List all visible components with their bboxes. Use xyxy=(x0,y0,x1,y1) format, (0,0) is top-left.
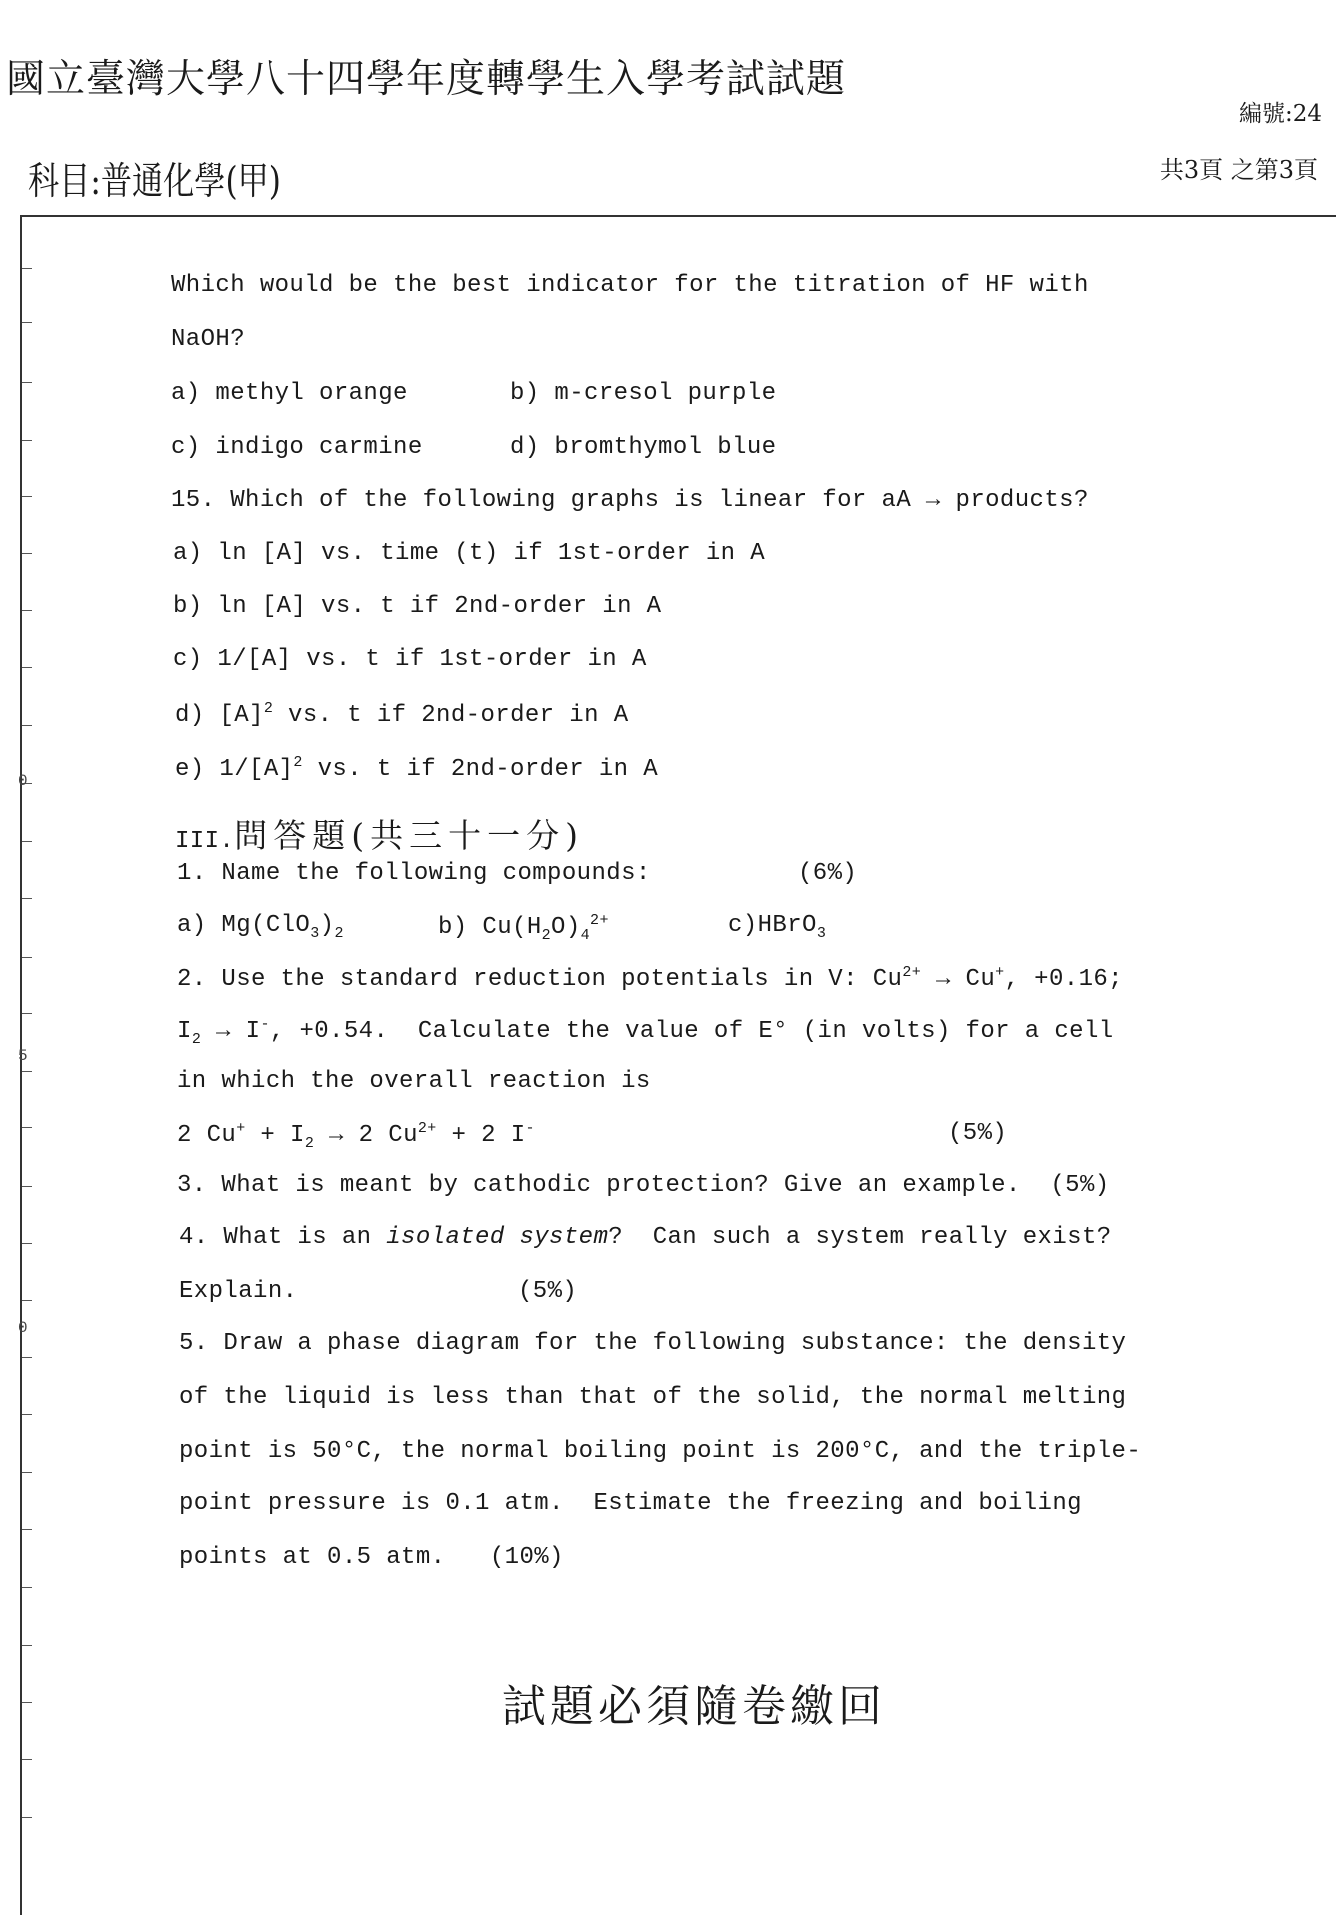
margin-tick xyxy=(22,268,32,269)
return-notice: 試題必須隨卷繳回 xyxy=(502,1681,886,1732)
p5-line2: of the liquid is less than that of the solid, the normal melting xyxy=(179,1384,1127,1411)
margin-tick xyxy=(22,1300,32,1301)
margin-tick xyxy=(22,440,32,441)
q15-option-e: e) $1/[A]^2$ vs. t if 2nd-order in A xyxy=(175,754,659,783)
margin-tick xyxy=(22,1702,32,1703)
p4-line1: 4. What is an isolated system? Can such a system really exist? xyxy=(179,1224,1112,1251)
margin-tick xyxy=(22,1645,32,1646)
margin-number: 0 xyxy=(18,772,28,790)
exam-title: 國立臺灣大學八十四學年度轉學生入學考試試題 xyxy=(6,57,847,102)
margin-tick xyxy=(22,1472,32,1473)
p4-points: (5%) xyxy=(518,1278,578,1305)
margin-tick xyxy=(22,610,32,611)
margin-tick xyxy=(22,1243,32,1244)
margin-tick xyxy=(22,1127,32,1128)
margin-number: 5 xyxy=(18,1047,28,1065)
margin-tick xyxy=(22,496,32,497)
margin-tick xyxy=(22,898,32,899)
p1-part-b: b) $Cu(H_2O)_4^{2+}$ xyxy=(438,912,609,944)
p1-points: (6%) xyxy=(798,860,858,887)
p5-line4: point pressure is 0.1 atm. Estimate the freezing and boiling xyxy=(179,1490,1082,1517)
q15-option-b: b) ln [A] vs. t if 2nd-order in A xyxy=(173,593,662,620)
p3-text: 3. What is meant by cathodic protection? Give an example. (5%) xyxy=(177,1172,1110,1199)
p2-line3: in which the overall reaction is xyxy=(177,1068,651,1095)
q14-option-c: c) indigo carmine xyxy=(171,434,423,461)
q14-option-a: a) methyl orange xyxy=(171,380,408,407)
subject-label: 科目:普通化學(甲) xyxy=(28,159,281,203)
p4-italic-term: isolated system xyxy=(386,1224,609,1251)
q15-option-d: d) $[A]^2$ vs. t if 2nd-order in A xyxy=(175,700,629,729)
p2-points: (5%) xyxy=(948,1120,1008,1147)
answer-frame xyxy=(20,215,1336,1915)
q15-stem: 15. Which of the following graphs is linear for aA → products? xyxy=(171,487,1089,514)
page-count: 共3頁 之第3頁 xyxy=(1159,156,1318,184)
p1-part-a: a) $Mg(ClO_3)_2$ xyxy=(177,912,344,942)
p1-part-c: c)HBrO$_3$ xyxy=(728,912,827,942)
exam-code: 編號:24 xyxy=(1238,101,1322,127)
margin-tick xyxy=(22,322,32,323)
q14-option-d: d) bromthymol blue xyxy=(510,434,777,461)
margin-tick xyxy=(22,1817,32,1818)
p1-text: 1. Name the following compounds: xyxy=(177,860,651,887)
margin-tick xyxy=(22,725,32,726)
q14-option-b: b) m-cresol purple xyxy=(510,380,777,407)
margin-tick xyxy=(22,841,32,842)
p5-line5: points at 0.5 atm. (10%) xyxy=(179,1544,564,1571)
p2-reaction: 2 $Cu^+ + I_2 \to 2$ $Cu^{2+} + 2$ I- xyxy=(177,1120,535,1152)
p2-line1: 2. Use the standard reduction potentials in V: $Cu^{2+} \to Cu^+$, +0.16; xyxy=(177,964,1123,993)
p4-line2: Explain. xyxy=(179,1278,298,1305)
section-title: 問答題(共三十一分) xyxy=(234,816,584,855)
margin-tick xyxy=(22,1587,32,1588)
margin-tick xyxy=(22,1529,32,1530)
margin-number: 0 xyxy=(18,1319,28,1337)
margin-tick xyxy=(22,1414,32,1415)
q15-option-c: c) 1/[A] vs. t if 1st-order in A xyxy=(173,646,647,673)
p5-line1: 5. Draw a phase diagram for the following substance: the density xyxy=(179,1330,1127,1357)
margin-tick xyxy=(22,1071,32,1072)
margin-tick xyxy=(22,667,32,668)
section-roman: III. xyxy=(175,828,235,855)
margin-tick xyxy=(22,1759,32,1760)
p5-line3: point is 50°C, the normal boiling point is 200°C, and the triple- xyxy=(179,1438,1142,1465)
q14-stem-line1: Which would be the best indicator for the titration of HF with xyxy=(171,272,1089,299)
margin-tick xyxy=(22,1013,32,1014)
section-iii-heading xyxy=(175,810,584,857)
margin-tick xyxy=(22,553,32,554)
margin-tick xyxy=(22,382,32,383)
p2-line2: $I_2 \to I^-$, +0.54. Calculate the value of E° (in volts) for a cell xyxy=(177,1016,1114,1048)
q14-stem-line2: NaOH? xyxy=(171,326,246,353)
q15-option-a: a) ln [A] vs. time (t) if 1st-order in A xyxy=(173,540,766,567)
margin-tick xyxy=(22,1357,32,1358)
margin-tick xyxy=(22,957,32,958)
margin-tick xyxy=(22,1186,32,1187)
